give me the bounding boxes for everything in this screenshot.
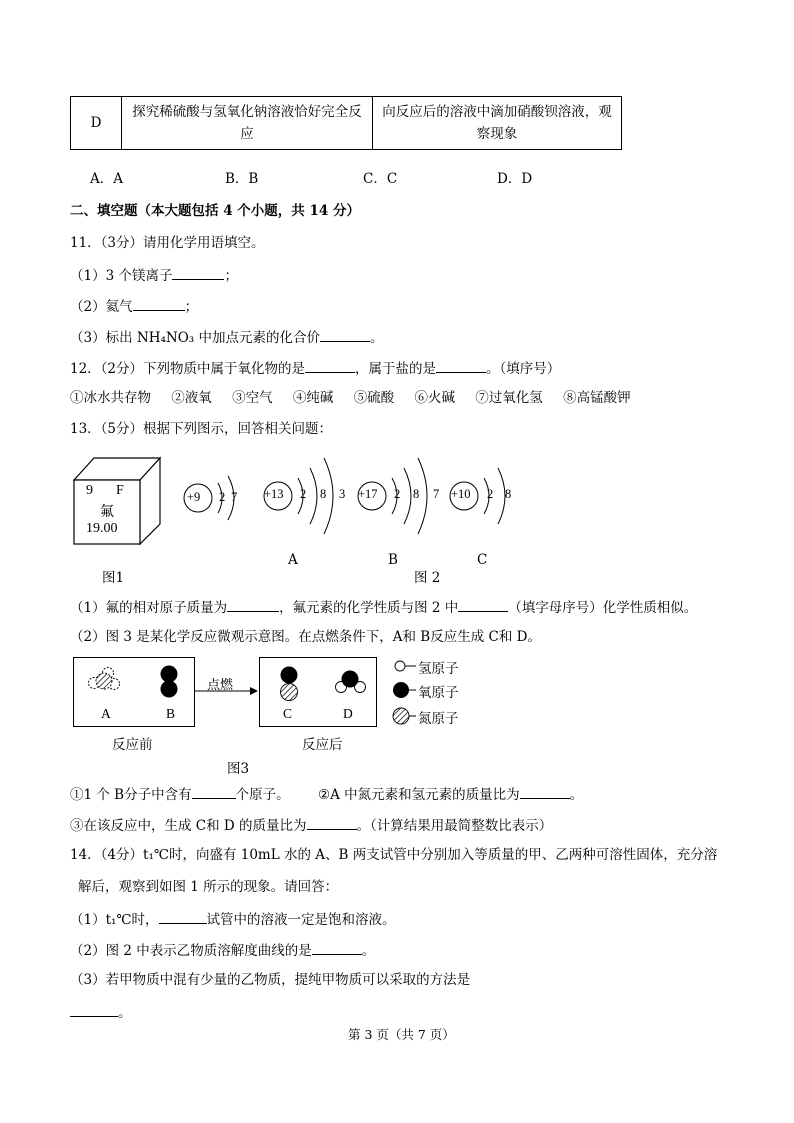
- shell-electrons: 8: [320, 487, 327, 501]
- q13-s1-b: 个原子。: [235, 787, 290, 803]
- q13-sub2: [318, 784, 583, 804]
- q13-sub3: [70, 815, 552, 835]
- answer-blank[interactable]: [192, 784, 236, 799]
- section-heading: 二、填空题（本大题包括 4 个小题，共 14 分）: [70, 203, 360, 219]
- shell-electrons: 2: [219, 490, 226, 504]
- table-row: [71, 97, 622, 150]
- q12-items: [70, 389, 631, 407]
- q11-part1: [70, 265, 238, 285]
- figure3-caption: 图3: [227, 761, 250, 777]
- q13-part2: （2）图 3 是某化学反应微观示意图。在点燃条件下，A和 B反应生成 C和 D。: [70, 629, 541, 645]
- element-name: 氟: [100, 504, 114, 520]
- table-cell-purpose: 探究稀硫酸与氢氧化钠溶液恰好完全反应: [122, 97, 373, 150]
- q13-s2-a: ②A 中氮元素和氢元素的质量比为: [318, 787, 520, 803]
- q14-part3-answer: [70, 1002, 132, 1022]
- nucleus-c: +10: [451, 487, 471, 501]
- q11-p1-end: ；: [224, 268, 238, 284]
- after-label: 反应后: [302, 737, 343, 753]
- atom-label-a: A: [288, 552, 298, 568]
- list-item: ⑦过氧化氢: [475, 390, 543, 406]
- molecule-label-c: C: [283, 706, 293, 721]
- molecule-label-b: B: [166, 706, 176, 721]
- list-item: ⑧高锰酸钾: [563, 390, 631, 406]
- choice-d[interactable]: D．D: [497, 171, 533, 187]
- answer-blank[interactable]: [458, 597, 508, 612]
- table-cell-method: 向反应后的溶液中滴加硝酸钡溶液，观察现象: [373, 97, 622, 150]
- nucleus-fluorine: +9: [187, 490, 201, 504]
- list-item: ③空气: [232, 390, 273, 406]
- q14-part2: [70, 940, 375, 960]
- legend-oxygen: 氧原子: [418, 685, 459, 701]
- reaction-condition: 点燃: [207, 678, 234, 693]
- molecule-label-a: A: [101, 706, 111, 721]
- q11-part2: [70, 296, 198, 316]
- q14-line2: 解后，观察到如图 1 所示的现象。请回答：: [78, 879, 339, 895]
- legend-hydrogen: 氢原子: [418, 661, 459, 677]
- q13-p1-b: ，氟元素的化学性质与图 2 中: [279, 600, 459, 616]
- figure2-caption: 图 2: [414, 570, 441, 586]
- shell-electrons: 7: [433, 487, 440, 501]
- shell-electrons: 8: [505, 487, 512, 501]
- q11-p3-text: （3）标出 NH₄NO₃ 中加点元素的化合价: [70, 330, 320, 346]
- q14-line1: 14．（4分）t₁℃时，向盛有 10mL 水的 A、B 两支试管中分别加入等质量的甲、乙两种可溶性固体，充分溶: [70, 847, 718, 863]
- shell-electrons: 3: [339, 487, 346, 501]
- options-table: [70, 96, 622, 150]
- shell-electrons: 2: [394, 487, 401, 501]
- shell-electrons: 2: [487, 487, 494, 501]
- q11-p2-text: （2）氦气: [70, 299, 133, 315]
- answer-blank[interactable]: [312, 940, 362, 955]
- list-item: ④纯碱: [292, 390, 334, 406]
- answer-blank[interactable]: [227, 597, 279, 612]
- q12-stem-b: ，属于盐的是: [355, 361, 437, 377]
- q14-p3-end: 。: [118, 1005, 132, 1021]
- q12-stem-c: 。（填序号）: [486, 361, 561, 377]
- answer-blank[interactable]: [305, 358, 355, 373]
- shell-electrons: 2: [300, 487, 307, 501]
- list-item: ①冰水共存物: [70, 390, 151, 406]
- shell-electrons: 7: [231, 490, 238, 504]
- atom-label-c: C: [477, 552, 488, 568]
- q14-p2-b: 。: [361, 943, 376, 959]
- nucleus-a: +13: [264, 487, 284, 501]
- shell-electrons: 8: [413, 487, 420, 501]
- q11-p1-text: （1）3 个镁离子: [70, 268, 173, 284]
- answer-blank[interactable]: [133, 296, 185, 311]
- reaction-molecules: [0, 650, 480, 740]
- choice-b[interactable]: B．B: [225, 171, 259, 187]
- q13-s3-a: ③在该反应中，生成 C和 D 的质量比为: [70, 818, 307, 834]
- q13-stem: 13．（5分）根据下列图示，回答相关问题：: [70, 421, 333, 437]
- q11-stem: 11．（3分）请用化学用语填空。: [70, 235, 265, 251]
- choice-c[interactable]: C．C: [363, 171, 398, 187]
- answer-blank[interactable]: [436, 358, 486, 373]
- q14-part3: （3）若甲物质中混有少量的乙物质，提纯甲物质可以采取的方法是: [70, 972, 471, 988]
- answer-blank[interactable]: [307, 815, 357, 830]
- table-cell-letter: D: [71, 97, 122, 150]
- q13-s3-b: 。（计算结果用最简整数比表示）: [356, 818, 553, 834]
- page-footer: 第 3 页（共 7 页）: [348, 1027, 455, 1042]
- q14-p2-a: （2）图 2 中表示乙物质溶解度曲线的是: [70, 943, 312, 959]
- choice-a[interactable]: A．A: [90, 171, 123, 187]
- answer-blank[interactable]: [520, 784, 570, 799]
- q14-p1-b: 试管中的溶液一定是饱和溶液。: [206, 912, 396, 928]
- q13-p1-c: （填字母序号）化学性质相似。: [508, 600, 698, 616]
- q13-s2-b: 。: [569, 787, 584, 803]
- list-item: ②液氧: [171, 390, 212, 406]
- q14-part1: [70, 909, 396, 929]
- answer-blank[interactable]: [159, 909, 207, 924]
- q12-stem-a: 12．（2分）下列物质中属于氧化物的是: [70, 361, 306, 377]
- figure1-caption: 图1: [102, 570, 125, 586]
- legend-nitrogen: 氮原子: [418, 711, 459, 727]
- atomic-number: 9: [86, 483, 93, 498]
- before-label: 反应前: [112, 737, 153, 753]
- q13-part1: [70, 597, 697, 617]
- element-symbol: F: [116, 483, 124, 498]
- q14-p1-a: （1）t₁℃时，: [70, 912, 159, 928]
- list-item: ⑥火碱: [414, 390, 455, 406]
- list-item: ⑤硫酸: [353, 390, 395, 406]
- answer-blank[interactable]: [320, 327, 370, 342]
- atomic-mass: 19.00: [86, 521, 118, 536]
- q11-part3: [70, 327, 383, 347]
- q13-s1-a: ①1 个 B分子中含有: [70, 787, 192, 803]
- molecule-label-d: D: [343, 706, 353, 721]
- atom-label-b: B: [388, 552, 398, 568]
- q11-p2-end: ；: [184, 299, 199, 315]
- answer-blank[interactable]: [172, 265, 224, 280]
- q13-p1-a: （1）氟的相对原子质量为: [70, 600, 228, 616]
- answer-blank[interactable]: [70, 1002, 118, 1017]
- q11-p3-end: 。: [369, 330, 384, 346]
- q13-sub1: [70, 784, 290, 804]
- nucleus-b: +17: [358, 487, 378, 501]
- q12-stem: [70, 358, 560, 378]
